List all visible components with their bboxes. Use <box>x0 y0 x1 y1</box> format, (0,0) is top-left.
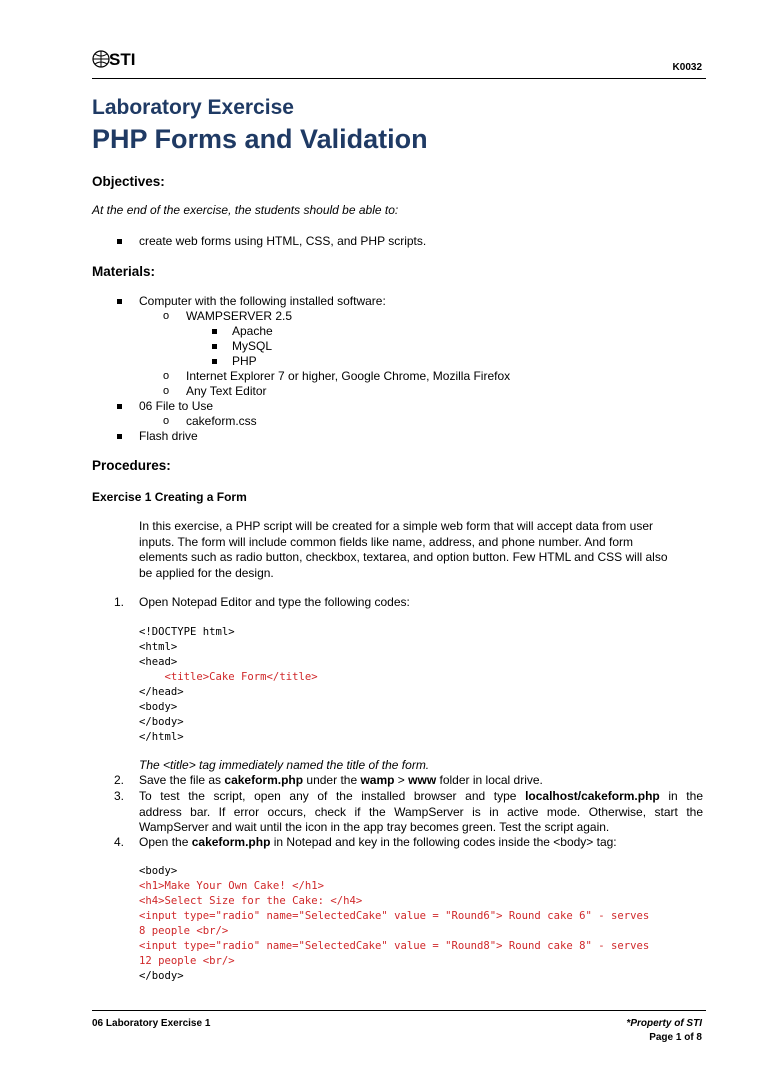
code-line: <input type="radio" name="SelectedCake" value = "Round6"> Round cake 6" - serves <box>139 910 650 922</box>
code-line: <body> <box>139 865 178 877</box>
step-2: Save the file as cakeform.php under the wamp > www folder in local drive. <box>139 773 543 787</box>
footer-property: *Property of STI <box>626 1018 702 1029</box>
page-title: PHP Forms and Validation <box>92 124 428 154</box>
header-divider <box>92 78 706 79</box>
wamp-item: Apache <box>232 324 273 338</box>
step-number: 4. <box>114 835 125 849</box>
step-1: Open Notepad Editor and type the following codes: <box>139 595 410 609</box>
intro-line: elements such as radio button, checkbox, textarea, and option button. Few HTML and CSS will also <box>139 550 668 564</box>
material-computer: Computer with the following installed software: <box>139 294 386 308</box>
footer-title: 06 Laboratory Exercise 1 <box>92 1018 211 1029</box>
sti-logo <box>92 48 152 70</box>
material-flash: Flash drive <box>139 429 198 443</box>
code-line: <!DOCTYPE html> <box>139 626 235 638</box>
bullet-square-icon <box>117 299 122 304</box>
intro-line: In this exercise, a PHP script will be created for a simple web form that will accept data from user <box>139 519 653 533</box>
wamp-item: MySQL <box>232 339 273 353</box>
title-kicker: Laboratory Exercise <box>92 96 294 119</box>
objective-item: create web forms using HTML, CSS, and PHP scripts. <box>139 234 427 248</box>
page-number: Page 1 of 8 <box>649 1032 702 1043</box>
svg-text:STI: STI <box>109 50 136 69</box>
code-line: 12 people <br/> <box>139 955 235 967</box>
wamp-item: PHP <box>232 354 257 368</box>
code-line: 8 people <br/> <box>139 925 229 937</box>
footer-divider <box>92 1010 706 1011</box>
bullet-square-icon <box>117 434 122 439</box>
objectives-heading: Objectives: <box>92 174 165 189</box>
step-3: To test the script, open any of the installed browser and type localhost/cakeform.php in the address bar. If error occurs, check if the WampServer is in active mode. Otherwise, start the WampServer and wait until the icon in the app tray becomes green. Test the script again. <box>139 789 703 834</box>
code-line: <input type="radio" name="SelectedCake" value = "Round8"> Round cake 8" - serves <box>139 940 650 952</box>
code-line: </body> <box>139 970 184 982</box>
bullet-square-icon <box>212 344 217 349</box>
bullet-square-icon <box>212 329 217 334</box>
material-wamp: WAMPSERVER 2.5 <box>186 309 293 323</box>
bullet-circle-icon: o <box>163 310 170 322</box>
code-line: <h4>Select Size for the Cake: </h4> <box>139 895 363 907</box>
bullet-circle-icon: o <box>163 370 170 382</box>
materials-heading: Materials: <box>92 264 156 279</box>
note-1: The <title> tag immediately named the title of the form. <box>139 758 430 772</box>
procedures-heading: Procedures: <box>92 458 171 473</box>
material-browsers: Internet Explorer 7 or higher, Google Chrome, Mozilla Firefox <box>186 369 511 383</box>
objectives-intro: At the end of the exercise, the students should be able to: <box>92 203 399 217</box>
code-line: </body> <box>139 716 184 728</box>
code-line: <head> <box>139 656 178 668</box>
step-number: 3. <box>114 789 125 803</box>
bullet-circle-icon: o <box>163 415 170 427</box>
step-number: 1. <box>114 595 125 609</box>
exercise-intro <box>139 519 703 581</box>
bullet-square-icon <box>117 404 122 409</box>
code-line: <h1>Make Your Own Cake! </h1> <box>139 880 324 892</box>
step-number: 2. <box>114 773 125 787</box>
file-item: cakeform.css <box>186 414 257 428</box>
code-block-1 <box>139 625 318 745</box>
code-line: <html> <box>139 641 178 653</box>
bullet-circle-icon: o <box>163 385 170 397</box>
step-4: Open the cakeform.php in Notepad and key in the following codes inside the <body> tag: <box>139 835 617 849</box>
code-line: <body> <box>139 701 178 713</box>
bullet-square-icon <box>212 359 217 364</box>
code-line: </html> <box>139 731 184 743</box>
code-line: </head> <box>139 686 184 698</box>
intro-line: be applied for the design. <box>139 565 274 580</box>
intro-line: inputs. The form will include common fields like name, address, and phone number. And form <box>139 534 634 549</box>
code-line: <title>Cake Form</title> <box>139 671 318 683</box>
document-code: K0032 <box>672 62 702 73</box>
material-files: 06 File to Use <box>139 399 214 413</box>
exercise-title: Exercise 1 Creating a Form <box>92 490 247 504</box>
code-block-2 <box>139 864 649 984</box>
bullet-square-icon <box>117 239 122 244</box>
material-editor: Any Text Editor <box>186 384 267 398</box>
